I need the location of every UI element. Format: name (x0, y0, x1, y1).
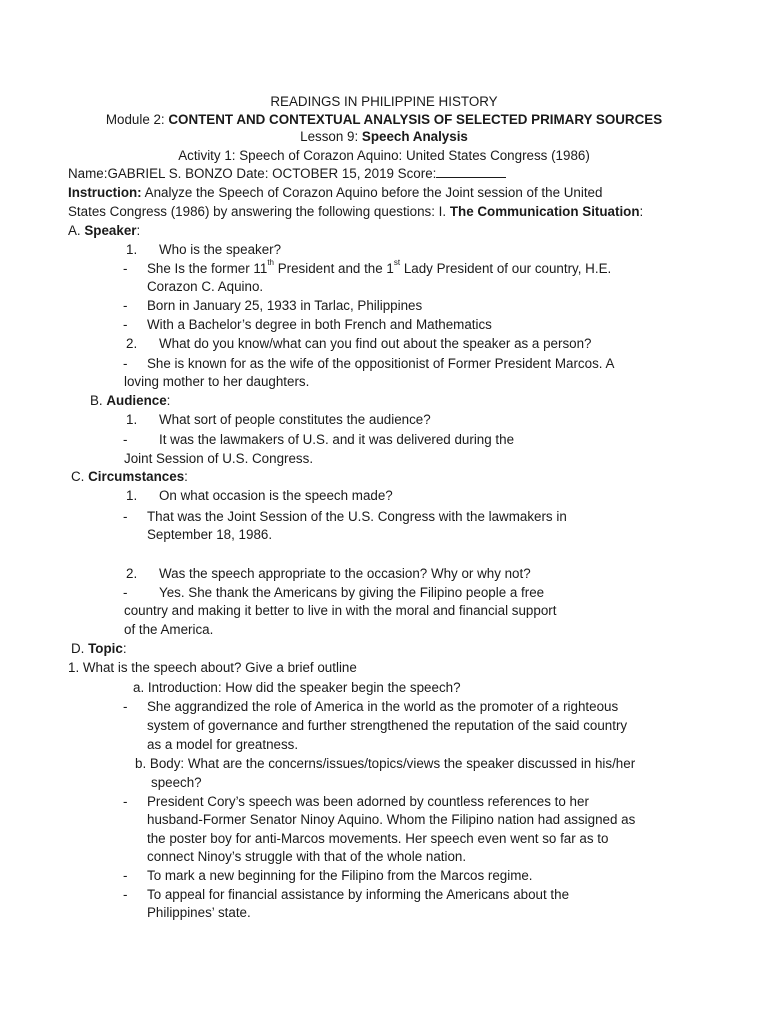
answer-text: system of governance and further strengthened the reputation of the said country (147, 718, 628, 733)
section-speaker-heading: A. Speaker: (68, 223, 141, 238)
question-text: What do you know/what can you find out about the speaker as a person? (159, 336, 592, 351)
bullet-dash: - (123, 509, 128, 524)
sub-question: b. Body: What are the concerns/issues/topics/views the speaker discussed in his/her (135, 756, 636, 771)
answer-text: connect Ninoy’s struggle with that of the whole nation. (147, 849, 467, 864)
question-text: Was the speech appropriate to the occasion? Why or why not? (159, 566, 531, 581)
answer-text: To mark a new beginning for the Filipino from the Marcos regime. (147, 868, 533, 883)
answer-text: as a model for greatness. (147, 737, 299, 752)
bullet-dash: - (123, 432, 128, 447)
sub-question: a. Introduction: How did the speaker begin the speech? (133, 680, 461, 695)
answer-text: Corazon C. Aquino. (147, 279, 264, 294)
question-number: 2. (126, 566, 138, 581)
question-number: 1. (126, 488, 138, 503)
bullet-dash: - (123, 585, 128, 600)
answer-text: She aggrandized the role of America in the world as the promoter of a righteous (147, 699, 619, 714)
instruction-line-2: States Congress (1986) by answering the following questions: I. The Communication Situation: (68, 204, 644, 219)
answer-text: loving mother to her daughters. (124, 374, 310, 389)
instruction-line-1: Instruction: Analyze the Speech of Corazon Aquino before the Joint session of the United (68, 185, 603, 200)
answer-text: It was the lawmakers of U.S. and it was delivered during the (159, 432, 515, 447)
answer-text: To appeal for financial assistance by informing the Americans about the (147, 887, 570, 902)
question-text: What sort of people constitutes the audience? (159, 412, 431, 427)
question-text: 1. What is the speech about? Give a brief outline (68, 660, 357, 675)
section-audience-heading: B. Audience: (90, 393, 171, 408)
answer-text: Born in January 25, 1933 in Tarlac, Philippines (147, 298, 423, 313)
activity-title: Activity 1: Speech of Corazon Aquino: United States Congress (1986) (178, 148, 590, 163)
answer-text: She is known for as the wife of the oppositionist of Former President Marcos. A (147, 356, 615, 371)
section-topic-heading: D. Topic: (71, 641, 127, 656)
bullet-dash: - (123, 356, 128, 371)
bullet-dash: - (123, 298, 128, 313)
answer-text: With a Bachelor’s degree in both French and Mathematics (147, 317, 492, 332)
answer-text: of the America. (124, 622, 214, 637)
answer-text: the poster boy for anti-Marcos movements. Her speech even went so far as to (147, 831, 609, 846)
answer-text: husband-Former Senator Ninoy Aquino. Whom the Filipino nation had assigned as (147, 812, 636, 827)
answer-text: She Is the former 11th President and the 1st Lady President of our country, H.E. (147, 258, 612, 276)
answer-text: That was the Joint Session of the U.S. Congress with the lawmakers in (147, 509, 567, 524)
question-text: Who is the speaker? (159, 242, 282, 257)
student-info: Name:GABRIEL S. BONZO Date: OCTOBER 15, 2019 Score: (68, 165, 506, 183)
answer-text: President Cory’s speech was been adorned by countless references to her (147, 794, 589, 809)
question-number: 1. (126, 412, 138, 427)
answer-text: Yes. She thank the Americans by giving the Filipino people a free (159, 585, 545, 600)
lesson-title: Lesson 9: Speech Analysis (300, 129, 468, 144)
section-circumstances-heading: C. Circumstances: (71, 469, 188, 484)
answer-text: country and making it better to live in with the moral and financial support (124, 603, 557, 618)
bullet-dash: - (123, 868, 128, 883)
answer-text: Joint Session of U.S. Congress. (124, 451, 314, 466)
bullet-dash: - (123, 699, 128, 714)
score-blank (436, 165, 506, 178)
question-number: 1. (126, 242, 138, 257)
bullet-dash: - (123, 317, 128, 332)
bullet-dash: - (123, 887, 128, 902)
answer-text: Philippines’ state. (147, 905, 251, 920)
bullet-dash: - (123, 794, 128, 809)
bullet-dash: - (123, 261, 128, 276)
course-title: READINGS IN PHILIPPINE HISTORY (270, 94, 498, 109)
question-number: 2. (126, 336, 138, 351)
question-text: On what occasion is the speech made? (159, 488, 393, 503)
sub-question: speech? (151, 775, 202, 790)
answer-text: September 18, 1986. (147, 527, 273, 542)
module-title: Module 2: CONTENT AND CONTEXTUAL ANALYSIS OF SELECTED PRIMARY SOURCES (105, 112, 663, 127)
